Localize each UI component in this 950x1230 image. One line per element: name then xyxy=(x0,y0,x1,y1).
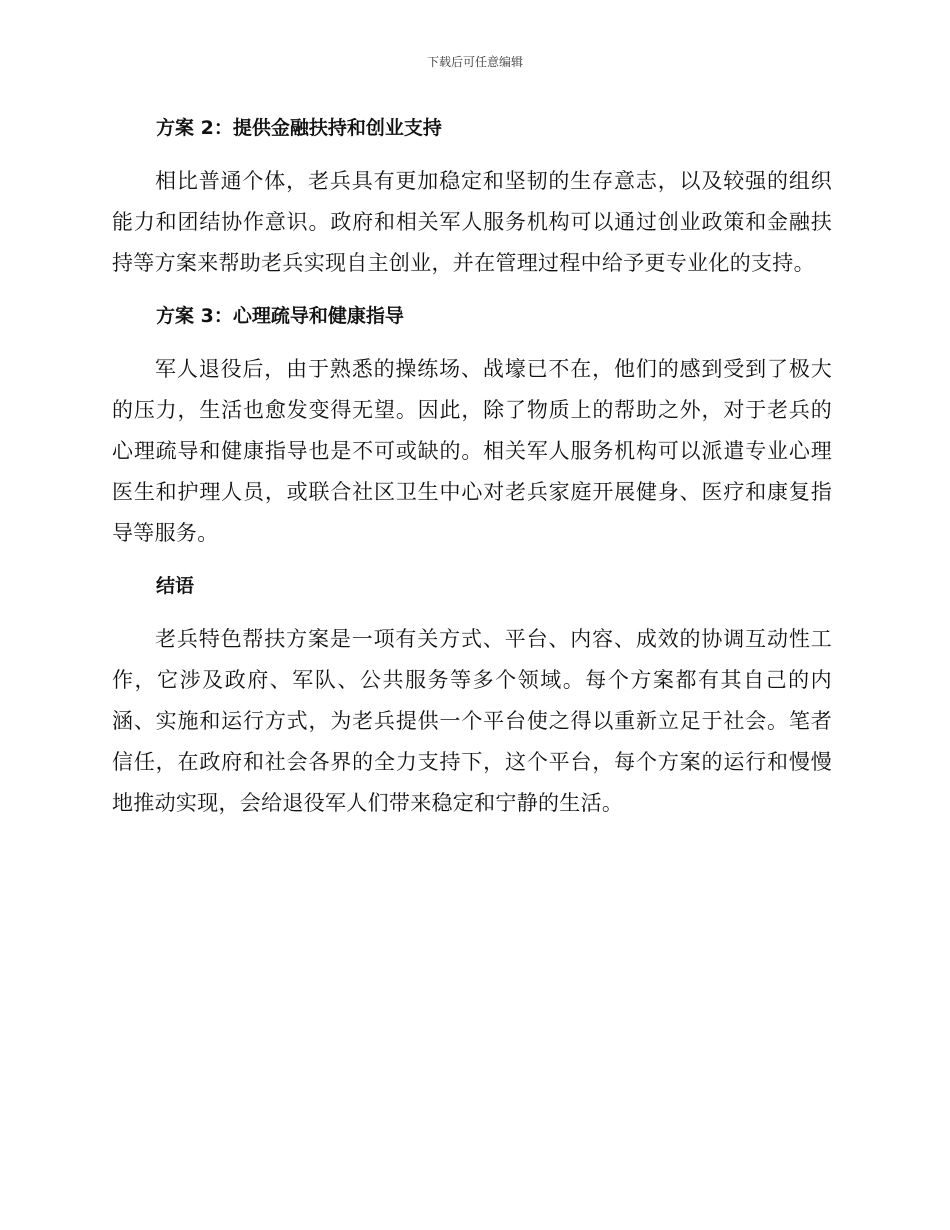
section-heading-plan-3: 方案 3：心理疏导和健康指导 xyxy=(156,305,404,328)
section-paragraph-plan-2: 相比普通个体，老兵具有更加稳定和坚韧的生存意志，以及较强的组织能力和团结协作意识。政府和相关军人服务机构可以通过创业政策和金融扶持等方案来帮助老兵实现自主创业，并在管理过程中给予更专业化的支持。 xyxy=(112,169,832,275)
section-paragraph-conclusion: 老兵特色帮扶方案是一项有关方式、平台、内容、成效的协调互动性工作，它涉及政府、军队、公共服务等多个领域。每个方案都有其自己的内涵、实施和运行方式，为老兵提供一个平台使之得以重新立足于社会。笔者信任，在政府和社会各界的全力支持下，这个平台，每个方案的运行和慢慢地推动实现，会给退役军人们带来稳定和宁静的生活。 xyxy=(112,627,832,815)
page-header: 下载后可任意编辑 xyxy=(426,55,523,69)
section-paragraph-plan-3: 军人退役后，由于熟悉的操练场、战壕已不在，他们的感到受到了极大的压力，生活也愈发变得无望。因此，除了物质上的帮助之外，对于老兵的心理疏导和健康指导也是不可或缺的。相关军人服务机构可以派遣专业心理医生和护理人员，或联合社区卫生中心对老兵家庭开展健身、医疗和康复指导等服务。 xyxy=(112,357,832,545)
section-heading-plan-2: 方案 2：提供金融扶持和创业支持 xyxy=(156,117,442,139)
document-body xyxy=(112,108,832,823)
section-heading-conclusion: 结语 xyxy=(156,575,195,598)
